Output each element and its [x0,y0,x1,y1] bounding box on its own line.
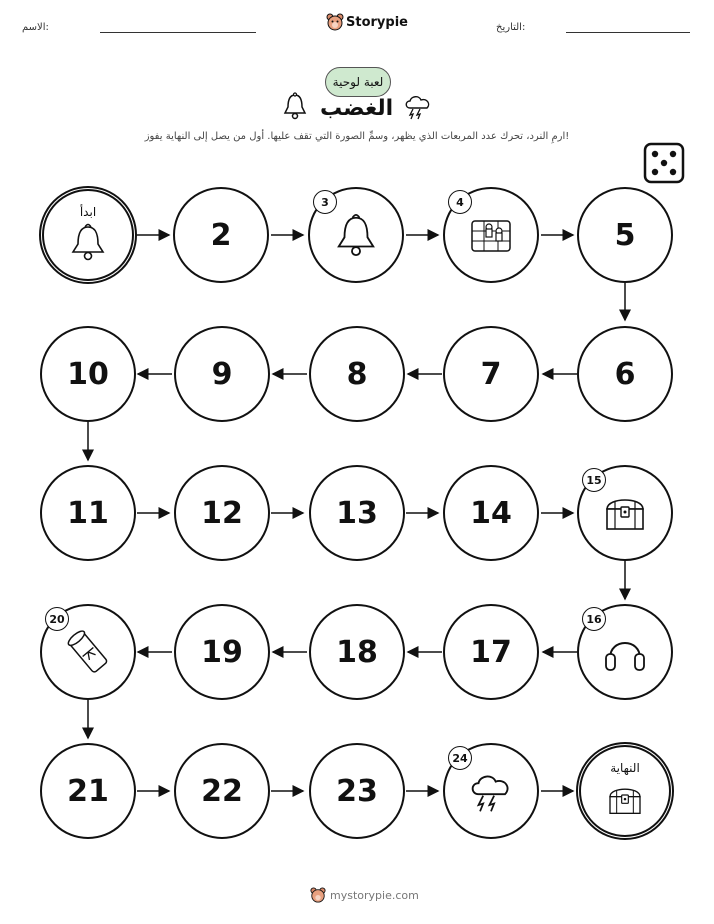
square-13: 13 [309,465,405,561]
storm-cloud-icon [466,769,516,813]
bear-icon [310,887,326,903]
square-number-24: 24 [448,746,472,770]
square-6: 6 [577,326,673,422]
bell-icon [69,222,107,262]
footer-url[interactable]: mystorypie.com [330,889,419,902]
square-23: 23 [309,743,405,839]
square-21: 21 [40,743,136,839]
square-12: 12 [174,465,270,561]
scroll-icon [65,628,111,676]
square-number-15: 15 [582,468,606,492]
board-game-icon [469,215,513,255]
brand-name: Storypie [346,15,408,30]
square-14: 14 [443,465,539,561]
footer-logo [310,887,326,903]
treasure-chest-icon [605,781,645,819]
square-finish [576,742,674,840]
bell-icon [334,212,378,258]
square-18: 18 [309,604,405,700]
square-8: 8 [309,326,405,422]
date-label: التاريخ: [496,22,526,33]
treasure-chest-icon [601,491,649,535]
square-number-3: 3 [313,190,337,214]
square-22: 22 [174,743,270,839]
instructions: ارمِ النرد، تحرك عدد المربعات الذي يظهر، وسمِّ الصورة التي تقف عليها. أول من يصل إلى النهاية يفوز! [144,131,570,142]
square-7: 7 [443,326,539,422]
square-number-4: 4 [448,190,472,214]
square-5: 5 [577,187,673,283]
square-17: 17 [443,604,539,700]
square-11: 11 [40,465,136,561]
square-9: 9 [174,326,270,422]
square-number-20: 20 [45,607,69,631]
badge-label: لعبة لوحية [332,75,384,89]
square-number-16: 16 [582,607,606,631]
name-label: الاسم: [22,22,49,33]
square-2: 2 [173,187,269,283]
start-label: ابدأ [79,205,97,219]
headphones-icon [602,630,648,674]
square-10: 10 [40,326,136,422]
page-title: الغضب [320,96,394,121]
square-19: 19 [174,604,270,700]
square-start [39,186,137,284]
end-label: النهاية [610,761,640,775]
